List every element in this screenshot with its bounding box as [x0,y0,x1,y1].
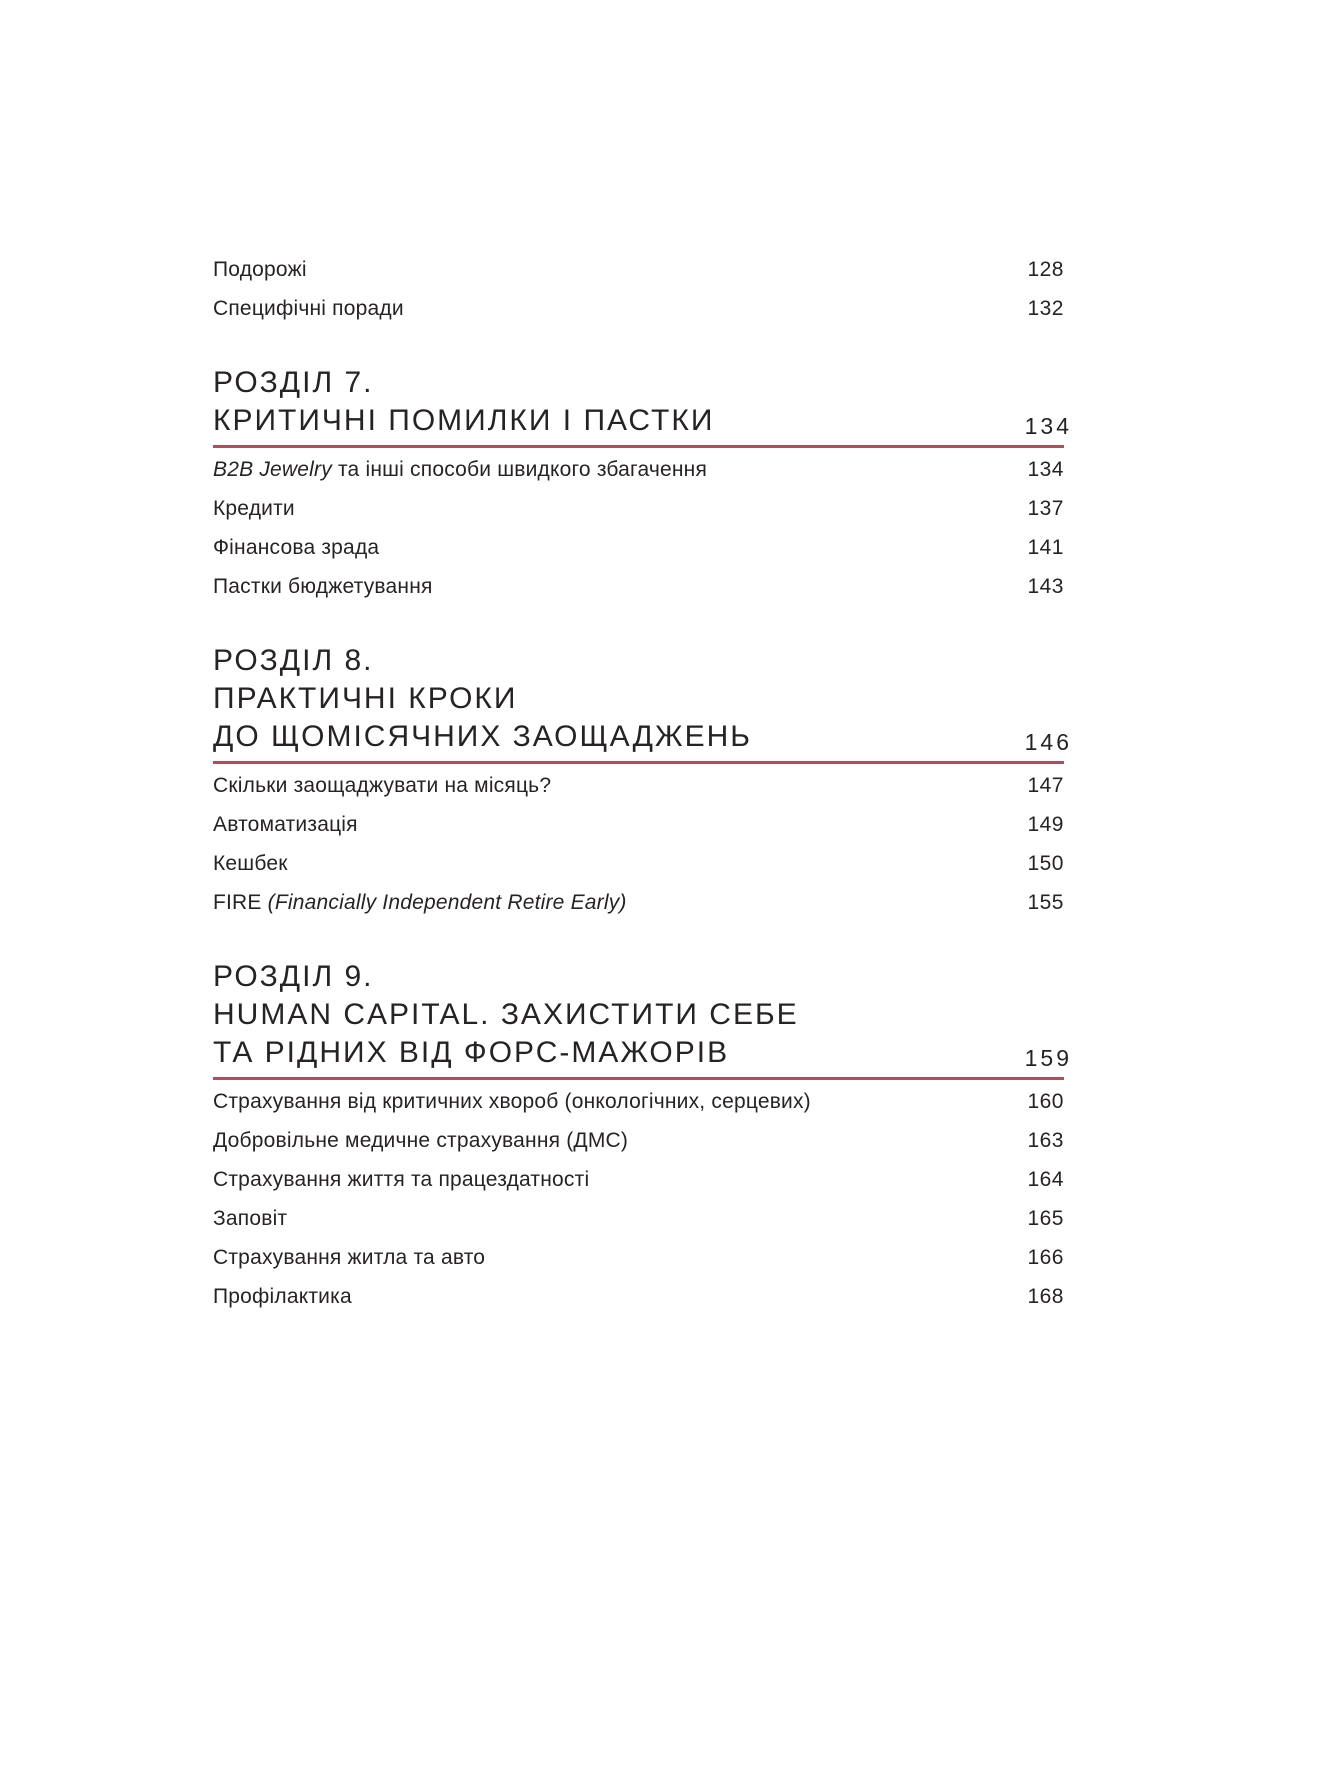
toc-entry-label: Скільки заощаджувати на місяць? [213,774,552,797]
italic-segment: (Financially Independent Retire Early) [267,891,627,914]
table-of-contents [213,258,1072,1325]
toc-entry [213,298,1064,320]
toc-entry [213,1286,1064,1308]
italic-segment: B2B Jewelry [213,458,332,481]
toc-entry [213,775,1064,797]
toc-entry [213,814,1064,836]
chapter-number-line: РОЗДІЛ 8. [213,644,374,677]
section-underline [213,1077,1064,1080]
leading-entries [213,259,1064,320]
section-underline [213,761,1064,764]
toc-entry-label: Добровільне медичне страхування (ДМС) [213,1129,629,1152]
chapter-title-line: ПРАКТИЧНІ КРОКИ [213,682,518,715]
chapter-title-line: ДО ЩОМІСЯЧНИХ ЗАОЩАДЖЕНЬ [213,720,752,753]
toc-entry [213,498,1064,520]
toc-entry [213,892,1064,914]
toc-entry [213,576,1064,598]
section-entries [213,459,1064,598]
toc-entry-page: 164 [1027,1168,1064,1191]
toc-section-chapter-8 [213,642,1072,914]
toc-entry-page: 137 [1027,497,1064,520]
chapter-page-number: 159 [1024,1045,1072,1071]
toc-entry-label: Профілактика [213,1285,352,1308]
toc-entry [213,1091,1064,1113]
toc-entry [213,537,1064,559]
toc-entry-label: Страхування життя та працездатності [213,1168,590,1191]
chapter-heading [213,958,1072,1072]
chapter-number-line: РОЗДІЛ 9. [213,960,374,993]
toc-entry-label: Автоматизація [213,813,358,836]
chapter-title-line: КРИТИЧНІ ПОМИЛКИ І ПАСТКИ [213,404,715,437]
text-segment: та інші способи швидкого збагачення [331,458,708,481]
toc-entry [213,1208,1064,1230]
chapter-number-line: РОЗДІЛ 7. [213,366,374,399]
toc-section-chapter-7 [213,364,1072,598]
toc-entry-label: Кредити [213,497,295,520]
chapter-heading [213,364,1072,440]
toc-entry-page: 166 [1027,1246,1064,1269]
chapter-page-number: 146 [1024,729,1072,755]
toc-entry-label [213,459,707,481]
toc-entry [213,1169,1064,1191]
toc-entry-page: 134 [1027,458,1064,481]
toc-entry-page: 163 [1027,1129,1064,1152]
toc-entry-page: 155 [1027,891,1064,914]
toc-entry-label: Пастки бюджетування [213,575,433,598]
toc-entry [213,1130,1064,1152]
toc-entry-page: 160 [1027,1090,1064,1113]
toc-entry-label: Страхування від критичних хвороб (онкологічних, серцевих) [213,1090,811,1113]
toc-section-chapter-9 [213,958,1072,1308]
chapter-page-number: 134 [1024,413,1072,439]
toc-entry-label: Заповіт [213,1207,288,1230]
chapter-title-line: ТА РІДНИХ ВІД ФОРС-МАЖОРІВ [213,1036,730,1069]
toc-entry-label: Страхування житла та авто [213,1246,486,1269]
toc-entry-label [213,892,627,914]
toc-entry-page: 128 [1027,258,1064,281]
section-underline [213,445,1064,448]
toc-entry-page: 147 [1027,774,1064,797]
text-segment: FIRE [213,891,268,914]
toc-entry [213,1247,1064,1269]
toc-entry-page: 149 [1027,813,1064,836]
toc-entry-page: 168 [1027,1285,1064,1308]
chapter-title-line: HUMAN CAPITAL. ЗАХИСТИТИ СЕБЕ [213,998,799,1031]
toc-entry [213,853,1064,875]
toc-entry-page: 132 [1027,297,1064,320]
toc-entry-page: 143 [1027,575,1064,598]
toc-entry-label: Фінансова зрада [213,536,380,559]
toc-entry-label: Подорожі [213,258,307,281]
toc-entry-label: Кешбек [213,852,288,875]
toc-entry [213,259,1064,281]
chapter-heading [213,642,1072,756]
toc-entry-page: 150 [1027,852,1064,875]
toc-entry-label: Специфічні поради [213,297,404,320]
section-entries [213,1091,1064,1308]
toc-entry-page: 141 [1027,536,1064,559]
toc-entry [213,459,1064,481]
toc-entry-page: 165 [1027,1207,1064,1230]
section-entries [213,775,1064,914]
